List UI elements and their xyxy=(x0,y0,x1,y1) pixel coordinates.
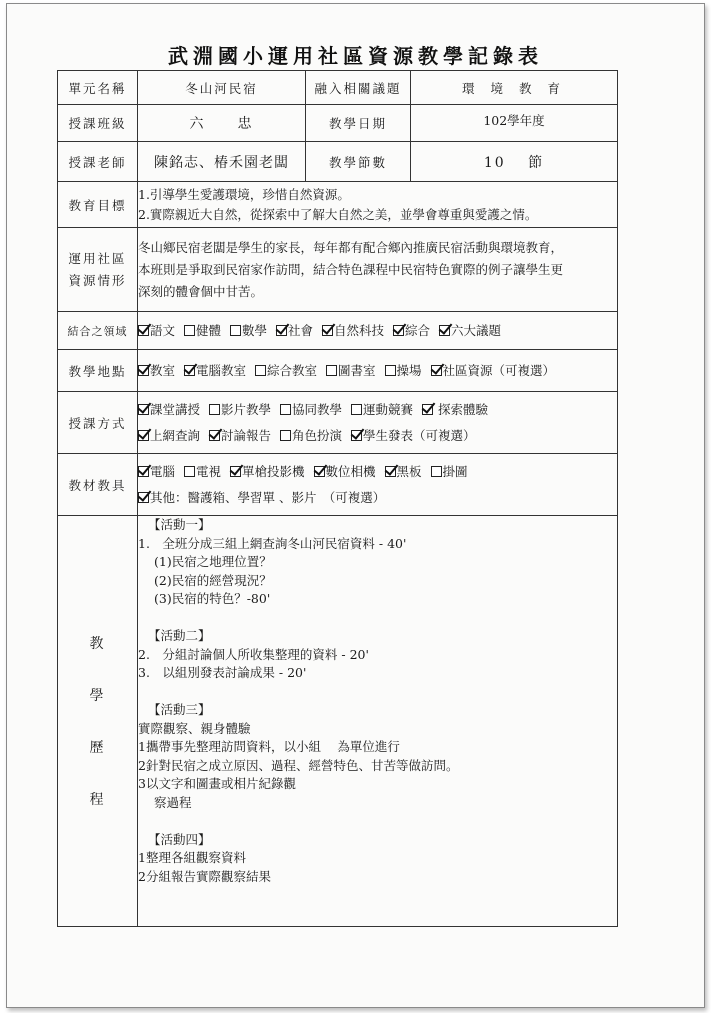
teacher-value: 陳銘志、椿禾園老闆 xyxy=(138,142,306,182)
material-option-text: 數位相機 xyxy=(325,463,376,479)
location-option-text: 教室 xyxy=(150,362,176,378)
location-checkbox[interactable] xyxy=(326,365,337,376)
domain-option xyxy=(439,323,501,338)
method-checkbox[interactable] xyxy=(422,404,433,415)
activity-line: 2針對民宿之成立原因、過程、經營特色、甘苦等做訪問。 xyxy=(138,757,459,773)
method-option-text: 學生發表（可複選） xyxy=(363,427,476,443)
document-title: 武淵國小運用社區資源教學記錄表 xyxy=(168,44,543,68)
method-checkbox[interactable] xyxy=(280,404,291,415)
location-option-text: 圖書室 xyxy=(338,362,376,378)
activity-line: 察過程 xyxy=(154,794,192,810)
topic-value: 環 境 教 育 xyxy=(411,71,618,105)
location-option-text: 操場 xyxy=(396,362,422,378)
method-option xyxy=(209,428,271,443)
method-option-text: 角色扮演 xyxy=(292,427,343,443)
date-label: 教學日期 xyxy=(306,105,411,142)
material-option-text: 其他：醫護箱、學習單 、影片 （可複選） xyxy=(150,489,386,505)
location-option-text: 社區資源（可複選） xyxy=(442,362,556,378)
method-checkbox[interactable] xyxy=(209,404,220,415)
materials-options xyxy=(138,454,618,516)
resources-row xyxy=(58,228,618,312)
activity-line: 3. 以組別發表討論成果 - 20' xyxy=(138,665,307,680)
class-row xyxy=(58,105,618,142)
goals-row xyxy=(58,182,618,228)
location-option-text: 綜合教室 xyxy=(267,362,318,378)
material-checkbox[interactable] xyxy=(431,466,442,477)
location-row xyxy=(58,350,618,392)
material-option-text: 電視 xyxy=(196,463,222,479)
material-option-text: 單槍投影機 xyxy=(242,463,305,479)
resources-label-line-2: 資源情形 xyxy=(68,272,127,288)
location-options xyxy=(138,350,618,392)
material-option xyxy=(431,464,468,479)
activity-line: (1)民宿之地理位置？ xyxy=(154,554,272,569)
material-option xyxy=(230,464,305,479)
resources-label xyxy=(58,228,138,312)
method-line-2 xyxy=(138,423,617,449)
domain-option xyxy=(276,323,313,338)
activity-2-title: 【活動二】 xyxy=(148,628,211,643)
method-option-text: 討論報告 xyxy=(221,427,272,443)
domain-checkbox[interactable] xyxy=(322,325,333,336)
location-option-text: 電腦教室 xyxy=(196,362,247,378)
method-option xyxy=(280,428,342,443)
material-checkbox[interactable] xyxy=(138,466,149,477)
unit-label: 單元名稱 xyxy=(58,71,138,105)
domain-checkbox[interactable] xyxy=(393,325,404,336)
domain-checkbox[interactable] xyxy=(230,325,241,336)
material-option-text: 電腦 xyxy=(150,463,176,479)
activity-line: 1整理各組觀察資料 xyxy=(138,850,246,865)
method-option xyxy=(351,428,476,443)
location-checkbox[interactable] xyxy=(255,365,266,376)
activity-3-title: 【活動三】 xyxy=(148,702,211,717)
method-option-text: 協同教學 xyxy=(292,401,343,417)
method-checkbox[interactable] xyxy=(280,430,291,441)
material-checkbox[interactable] xyxy=(184,466,195,477)
method-options xyxy=(138,392,618,454)
location-option xyxy=(184,363,246,378)
method-checkbox[interactable] xyxy=(138,430,149,441)
process-label xyxy=(58,516,138,927)
method-option xyxy=(422,402,488,417)
domain-option-text: 數學 xyxy=(242,322,268,338)
materials-label: 教材教具 xyxy=(58,454,138,516)
location-option xyxy=(255,363,317,378)
method-option xyxy=(138,402,200,417)
domains-options xyxy=(138,312,618,350)
class-value: 六 忠 xyxy=(138,105,306,142)
domain-checkbox[interactable] xyxy=(138,325,149,336)
activity-line: 2分組報告實際觀察結果 xyxy=(138,868,271,884)
process-label-char: 教 xyxy=(89,636,106,652)
domain-option xyxy=(322,323,384,338)
activity-line: 實際觀察、親身體驗 xyxy=(138,720,251,736)
method-checkbox[interactable] xyxy=(138,404,149,415)
domain-option-text: 六大議題 xyxy=(451,322,502,338)
method-option xyxy=(138,428,200,443)
domain-option xyxy=(393,323,430,338)
domain-option xyxy=(184,323,221,338)
method-checkbox[interactable] xyxy=(351,430,362,441)
method-option-text: 課堂講授 xyxy=(150,401,201,417)
method-label: 授課方式 xyxy=(58,392,138,454)
activity-line: 1攜帶事先整理訪問資料，以小組 為單位進行 xyxy=(138,739,400,754)
material-option xyxy=(385,464,422,479)
goal-line: 1.引導學生愛護環境，珍惜自然資源。 xyxy=(138,186,350,202)
domain-checkbox[interactable] xyxy=(276,325,287,336)
material-option xyxy=(138,490,385,505)
goals-label: 教育目標 xyxy=(58,182,138,228)
process-label-char: 程 xyxy=(89,792,106,808)
resource-line: 深刻的體會個中甘苦。 xyxy=(138,283,264,299)
materials-line-2 xyxy=(138,485,617,511)
material-option-text: 黑板 xyxy=(396,463,422,479)
domain-option-text: 健體 xyxy=(196,322,222,338)
process-content xyxy=(138,516,618,927)
record-table xyxy=(57,70,618,927)
resource-line: 冬山鄉民宿老闆是學生的家長，每年都有配合鄉內推廣民宿活動與環境教育， xyxy=(138,239,564,255)
material-checkbox[interactable] xyxy=(385,466,396,477)
method-line-1 xyxy=(138,397,617,423)
method-checkbox[interactable] xyxy=(351,404,362,415)
method-option xyxy=(351,402,413,417)
process-label-char: 歷 xyxy=(89,740,106,756)
materials-row xyxy=(58,454,618,516)
location-label: 教學地點 xyxy=(58,350,138,392)
domains-row xyxy=(58,312,618,350)
domain-checkbox[interactable] xyxy=(184,325,195,336)
unit-row xyxy=(58,71,618,105)
resources-label-line-1: 運用社區 xyxy=(68,250,127,266)
domain-option xyxy=(230,323,267,338)
resources-content xyxy=(138,228,618,312)
activity-4-title: 【活動四】 xyxy=(148,831,211,847)
material-checkbox[interactable] xyxy=(314,466,325,477)
location-checkbox[interactable] xyxy=(138,365,149,376)
method-row xyxy=(58,392,618,454)
method-option xyxy=(280,402,342,417)
materials-line-1 xyxy=(138,459,617,485)
method-option-text: 探索體驗 xyxy=(434,401,488,417)
domain-option-text: 社會 xyxy=(288,322,314,338)
method-checkbox[interactable] xyxy=(209,430,220,441)
activity-line: (3)民宿的特色？-80' xyxy=(154,591,271,606)
location-checkbox[interactable] xyxy=(385,365,396,376)
periods-value: 10 節 xyxy=(411,142,618,182)
unit-value: 冬山河民宿 xyxy=(138,71,306,105)
location-option xyxy=(385,363,422,378)
method-option-text: 運動競賽 xyxy=(363,401,414,417)
location-checkbox[interactable] xyxy=(431,365,442,376)
domain-option-text: 自然科技 xyxy=(334,322,385,338)
domain-checkbox[interactable] xyxy=(439,325,450,336)
activity-line: 1. 全班分成三組上網查詢冬山河民宿資料 - 40' xyxy=(138,535,407,551)
method-option-text: 上網查詢 xyxy=(150,427,201,443)
process-label-char: 學 xyxy=(89,688,106,704)
goals-content xyxy=(138,182,618,228)
method-option xyxy=(209,402,271,417)
location-option xyxy=(138,363,175,378)
location-option xyxy=(431,363,556,378)
activity-line: 3以文字和圖畫或相片紀錄觀 xyxy=(138,776,296,791)
goal-line: 2.實際親近大自然，從探索中了解大自然之美，並學會尊重與愛護之情。 xyxy=(138,206,538,222)
class-label: 授課班級 xyxy=(58,105,138,142)
domain-option-text: 語文 xyxy=(150,322,176,338)
material-option xyxy=(184,464,221,479)
activity-line: (2)民宿的經營現況？ xyxy=(154,572,272,588)
material-checkbox[interactable] xyxy=(138,492,149,503)
teacher-label: 授課老師 xyxy=(58,142,138,182)
domain-option-text: 綜合 xyxy=(405,322,431,338)
teacher-row xyxy=(58,142,618,182)
domains-label: 結合之領域 xyxy=(58,312,138,350)
activity-line: 2. 分組討論個人所收集整理的資料 - 20' xyxy=(138,646,369,662)
material-checkbox[interactable] xyxy=(230,466,241,477)
activity-1-title: 【活動一】 xyxy=(148,517,211,532)
date-value: 102學年度 xyxy=(411,105,618,142)
topic-label: 融入相關議題 xyxy=(306,71,411,105)
location-option xyxy=(326,363,376,378)
domain-option xyxy=(138,323,175,338)
process-row xyxy=(58,516,618,927)
location-checkbox[interactable] xyxy=(184,365,195,376)
material-option xyxy=(314,464,376,479)
material-option-text: 掛圖 xyxy=(442,463,468,479)
resource-line: 本班則是爭取到民宿家作訪問，結合特色課程中民宿特色實際的例子讓學生更 xyxy=(138,261,564,277)
material-option xyxy=(138,464,175,479)
periods-label: 教學節數 xyxy=(306,142,411,182)
method-option-text: 影片教學 xyxy=(221,401,272,417)
